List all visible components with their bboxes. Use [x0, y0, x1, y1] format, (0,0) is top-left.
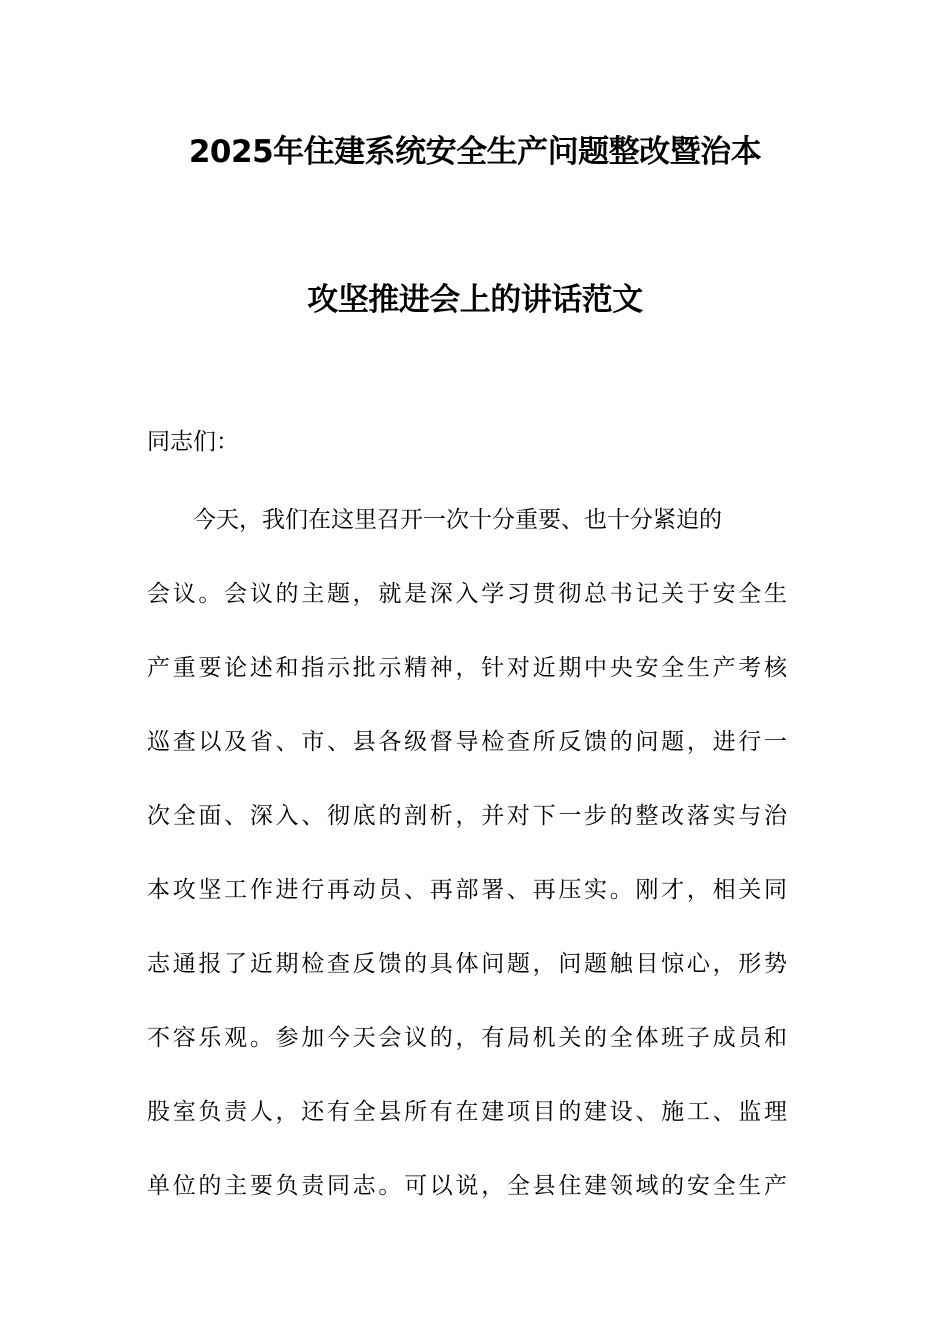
paragraph-line-4: 巡查以及省、市、县各级督导检查所反馈的问题，进行一 [147, 729, 787, 755]
paragraph-line-6: 本攻坚工作进行再动员、再部署、再压实。刚才，相关同 [147, 877, 787, 903]
paragraph-line-8: 不容乐观。参加今天会议的，有局机关的全体班子成员和 [147, 1025, 787, 1051]
title-line-2: 攻坚推进会上的讲话范文 [307, 282, 643, 318]
paragraph-line-10: 单位的主要负责同志。可以说，全县住建领域的安全生产 [147, 1173, 787, 1199]
paragraph-line-5: 次全面、深入、彻底的剖析，并对下一步的整改落实与治 [147, 803, 787, 829]
paragraph-line-3: 产重要论述和指示批示精神，针对近期中央安全生产考核 [147, 655, 787, 681]
body-paragraph [147, 483, 787, 1223]
title-line-1: 2025年住建系统安全生产问题整改暨治本 [188, 134, 762, 170]
paragraph-line-1: 今天，我们在这里召开一次十分重要、也十分紧迫的 [193, 507, 722, 533]
paragraph-line-7: 志通报了近期检查反馈的具体问题，问题触目惊心，形势 [147, 951, 787, 977]
paragraph-line-9: 股室负责人，还有全县所有在建项目的建设、施工、监理 [147, 1099, 787, 1125]
paragraph-line-2: 会议。会议的主题，就是深入学习贯彻总书记关于安全生 [147, 581, 787, 607]
salutation: 同志们： [147, 429, 239, 455]
